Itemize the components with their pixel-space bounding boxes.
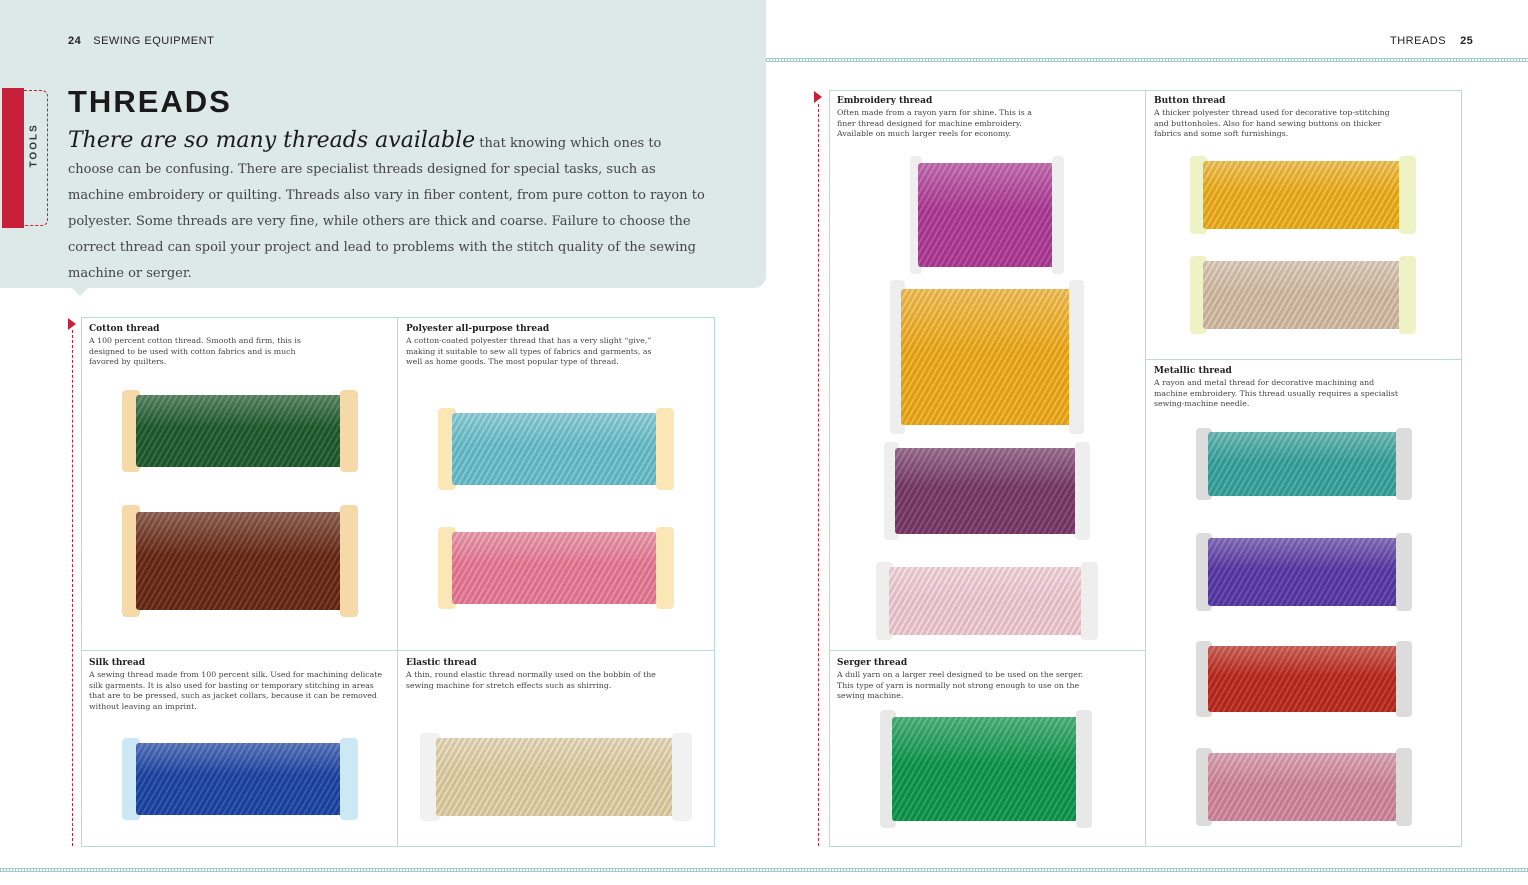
polyester-spool-end-right xyxy=(656,408,674,490)
button-thread-title: Button thread xyxy=(1154,96,1226,106)
button-spool-end-right xyxy=(1399,256,1416,334)
tools-tab-marker xyxy=(2,88,24,228)
embroidery-spool-thread xyxy=(889,567,1085,636)
button-spool-thread xyxy=(1203,161,1403,230)
cotton-thread-spool-image xyxy=(122,390,358,472)
metallic-spool-end-right xyxy=(1396,641,1412,717)
metallic-thread-caption xyxy=(1154,366,1404,410)
button-thread-spool-image xyxy=(1190,256,1416,334)
silk-thread-description: A sewing thread made from 100 percent silk. Used for machining delicate silk garments. It is also used for basting or temporary stitching in areas that are to be pressed, such as jacket collars, because it can be removed without leaving an imprint. xyxy=(89,670,383,711)
right-page-number: 25 xyxy=(1460,35,1474,47)
embroidery-thread-spool-image xyxy=(876,562,1098,640)
silk-thread-caption xyxy=(89,658,389,712)
silk-spool-end-right xyxy=(340,738,358,820)
embroidery-thread-title: Embroidery thread xyxy=(837,96,933,106)
right-running-head xyxy=(1390,35,1473,47)
page-title: THREADS xyxy=(68,84,232,119)
cotton-thread-title: Cotton thread xyxy=(89,324,160,334)
embroidery-spool-end-right xyxy=(1052,156,1064,274)
right-grid-divider-left xyxy=(829,650,1145,651)
metallic-spool-thread xyxy=(1208,646,1400,713)
elastic-spool-thread xyxy=(436,738,676,815)
metallic-thread-spool-image xyxy=(1196,533,1412,611)
elastic-thread-description: A thin, round elastic thread normally used on the bobbin of the sewing machine for stretch effects such as shirring. xyxy=(406,670,656,690)
embroidery-spool-thread xyxy=(895,448,1079,534)
left-running-head xyxy=(68,35,214,47)
polyester-thread-title: Polyester all-purpose thread xyxy=(406,324,550,334)
header-panel-pointer xyxy=(70,286,90,296)
embroidery-spool-thread xyxy=(901,289,1073,425)
metallic-thread-spool-image xyxy=(1196,748,1412,826)
serger-spool-end-right xyxy=(1076,710,1092,828)
metallic-spool-end-right xyxy=(1396,533,1412,611)
intro-body: that knowing which ones to choose can be confusing. There are specialist threads designed for special tasks, such as machine embroidery or quilting. Threads also vary in fiber content, from pure cotton to rayon to polyester. Some threads are very fine, while others are thick and coarse. Failure to choose the correct thread can spoil your project and lead to problems with the stitch quality of the sewing machine or serger. xyxy=(68,136,705,281)
serger-thread-spool-image xyxy=(880,710,1092,828)
left-grid-divider-horizontal xyxy=(81,650,715,651)
metallic-thread-description: A rayon and metal thread for decorative machining and machine embroidery. This thread usually requires a specialist sewing-machine needle. xyxy=(1154,378,1399,408)
intro-lead: There are so many threads available xyxy=(68,128,476,153)
metallic-spool-end-right xyxy=(1396,748,1412,826)
elastic-spool-end-right xyxy=(672,733,692,821)
embroidery-thread-spool-image xyxy=(910,156,1064,274)
top-dotted-rule xyxy=(766,58,1528,62)
cotton-thread-caption xyxy=(89,324,319,368)
silk-spool-thread xyxy=(136,743,344,815)
cotton-spool-end-right xyxy=(340,390,358,472)
serger-thread-title: Serger thread xyxy=(837,658,908,668)
left-grid-dashed-marker xyxy=(72,330,73,846)
polyester-spool-end-right xyxy=(656,527,674,609)
right-section-name: THREADS xyxy=(1390,35,1447,47)
tools-tab-label: TOOLS xyxy=(28,123,40,168)
right-grid-divider-right xyxy=(1145,359,1462,360)
polyester-spool-thread xyxy=(452,413,660,485)
embroidery-spool-end-right xyxy=(1069,280,1084,434)
elastic-thread-title: Elastic thread xyxy=(406,658,477,668)
embroidery-thread-spool-image xyxy=(884,442,1090,540)
elastic-thread-caption xyxy=(406,658,656,691)
embroidery-thread-description: Often made from a rayon yarn for shine. This is a finer thread designed for machine embroidery. Available on much larger reels for economy. xyxy=(837,108,1032,138)
embroidery-spool-end-right xyxy=(1075,442,1090,540)
metallic-thread-spool-image xyxy=(1196,428,1412,500)
serger-thread-caption xyxy=(837,658,1087,702)
metallic-spool-end-right xyxy=(1396,428,1412,500)
embroidery-spool-thread xyxy=(918,163,1056,267)
right-grid-divider-vertical xyxy=(1145,90,1146,847)
metallic-spool-thread xyxy=(1208,538,1400,607)
embroidery-spool-end-right xyxy=(1081,562,1098,640)
button-spool-end-right xyxy=(1399,156,1416,234)
button-spool-thread xyxy=(1203,261,1403,330)
button-thread-spool-image xyxy=(1190,156,1416,234)
bottom-dotted-rule-left xyxy=(0,868,1528,872)
polyester-spool-thread xyxy=(452,532,660,604)
left-page-number: 24 xyxy=(68,35,82,47)
metallic-thread-title: Metallic thread xyxy=(1154,366,1232,376)
cotton-thread-spool-image xyxy=(122,505,358,617)
serger-thread-description: A dull yarn on a larger reel designed to be used on the serger. This type of yarn is normally not strong enough to use on the sewing machine. xyxy=(837,670,1084,700)
polyester-thread-spool-image xyxy=(438,408,674,490)
right-grid-dashed-marker xyxy=(818,104,819,846)
button-thread-description: A thicker polyester thread used for decorative top-stitching and buttonholes. Also for hand sewing buttons on thicker fabrics and some soft furnishings. xyxy=(1154,108,1390,138)
polyester-thread-description: A cotton-coated polyester thread that has a very slight “give,” making it suitable to sew all types of fabrics and garments, as well as home goods. The most popular type of thread. xyxy=(406,336,652,366)
elastic-thread-spool-image xyxy=(420,733,692,821)
silk-thread-title: Silk thread xyxy=(89,658,145,668)
polyester-thread-spool-image xyxy=(438,527,674,609)
metallic-spool-thread xyxy=(1208,753,1400,822)
cotton-spool-end-right xyxy=(340,505,358,617)
left-grid-divider-vertical xyxy=(397,317,398,847)
cotton-spool-thread xyxy=(136,395,344,467)
right-grid-arrow-icon xyxy=(814,91,822,103)
embroidery-thread-spool-image xyxy=(890,280,1084,434)
cotton-thread-description: A 100 percent cotton thread. Smooth and firm, this is designed to be used with cotton fabrics and is much favored by quilters. xyxy=(89,336,301,366)
polyester-thread-caption xyxy=(406,324,656,368)
button-thread-caption xyxy=(1154,96,1394,140)
left-section-name: SEWING EQUIPMENT xyxy=(93,35,215,47)
silk-thread-spool-image xyxy=(122,738,358,820)
metallic-thread-spool-image xyxy=(1196,641,1412,717)
left-grid-arrow-icon xyxy=(68,318,76,330)
metallic-spool-thread xyxy=(1208,432,1400,495)
serger-spool-thread xyxy=(892,717,1080,821)
cotton-spool-thread xyxy=(136,512,344,611)
intro-paragraph xyxy=(68,128,708,287)
embroidery-thread-caption xyxy=(837,96,1037,140)
